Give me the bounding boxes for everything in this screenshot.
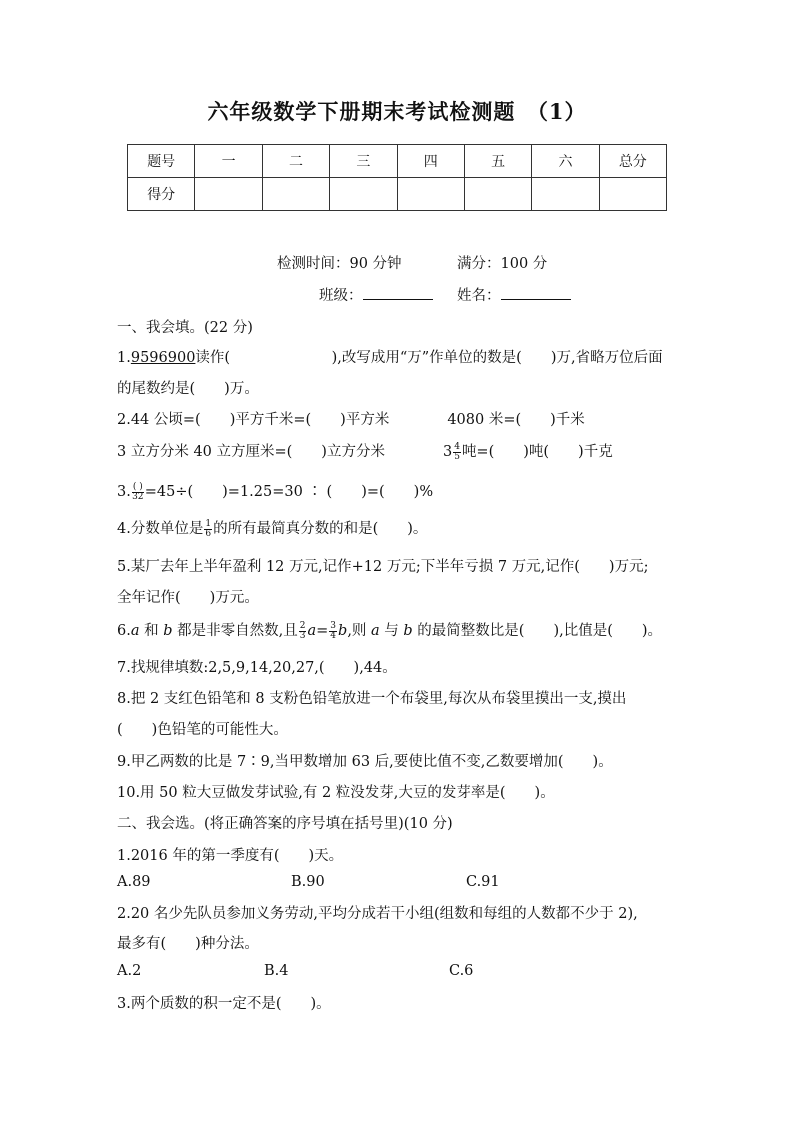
fraction-denominator: 32 [132,491,144,502]
choice-question-2: 2.20 名少先队员参加义务劳动,平均分成若干小组(组数和每组的人数都不少于 2), [117,906,638,922]
full-score: 满分：100 分 [457,256,548,272]
class-field[interactable] [319,284,433,305]
name-blank[interactable] [501,285,571,300]
option-b[interactable]: B.4 [264,963,289,979]
page-title: 六年级数学下册期末考试检测题 （1） [207,99,587,124]
q6-text: 的最简整数比是( ),比值是( )。 [412,623,663,639]
q4-text: 4.分数单位是 [117,521,204,537]
q6-text: 6. [117,623,131,639]
fraction-denominator: 3 [299,630,306,641]
q6-text: ,则 [347,623,372,639]
q3b-text: =45÷( )=1.25=30 ∶ ( )=( )% [144,484,434,500]
table-header-cell: 五 [464,145,531,178]
table-header-cell: 三 [330,145,397,178]
fraction-numerator: 2 [299,620,306,631]
question-1-cont: 的尾数约是( )万。 [117,381,259,397]
fraction [204,520,212,539]
question-5: 5.某厂去年上半年盈利 12 万元,记作+12 万元;下半年亏损 7 万元,记作( )万元; [117,559,649,575]
question-6 [117,619,662,641]
q6-text: 都是非零自然数,且 [172,623,298,639]
table-header-cell: 六 [532,145,599,178]
variable: a [307,623,317,639]
fraction-numerator: 1 [205,518,212,529]
score-cell[interactable] [464,178,531,211]
table-header-cell: 总分 [599,145,666,178]
option-a[interactable]: A.2 [117,963,142,979]
q6-text: 与 [379,623,404,639]
question-3 [117,440,613,462]
score-cell[interactable] [599,178,666,211]
fraction [329,622,337,641]
score-cell[interactable] [195,178,262,211]
question-5-cont: 全年记作( )万元。 [117,590,259,606]
fraction [453,443,461,462]
score-cell[interactable] [532,178,599,211]
score-cell[interactable] [262,178,329,211]
section-1-heading: 一、我会填。(22 分) [117,320,253,336]
variable: a [371,623,380,639]
option-c[interactable]: C.6 [449,963,474,979]
name-label: 姓名： [457,288,501,304]
variable: b [163,623,173,639]
variable: b [403,623,413,639]
name-field[interactable] [457,284,571,305]
option-c[interactable]: C.91 [466,874,500,890]
score-table [127,144,667,211]
exam-time: 检测时间：90 分钟 [277,256,402,272]
table-row [128,178,667,211]
score-cell[interactable] [330,178,397,211]
question-3b [117,480,433,502]
class-blank[interactable] [363,285,433,300]
q3b-prefix: 3. [117,484,131,500]
fraction-numerator: 4 [454,441,460,452]
fraction-numerator: ( ) [132,481,143,492]
q6-text: 和 [139,623,164,639]
table-header-cell: 四 [397,145,464,178]
q1-text: 读作( ),改写成用“万”作单位的数是( )万,省略万位后面 [195,350,663,366]
q3-text: 3 立方分米 40 立方厘米=( )立方分米 3 [117,444,453,460]
question-1 [117,346,663,367]
fraction-numerator: 3 [330,620,337,631]
fraction-denominator: 5 [454,451,460,462]
question-4 [117,517,427,539]
q4-text-end: 的所有最简真分数的和是( )。 [213,521,428,537]
question-9: 9.甲乙两数的比是 7∶9,当甲数增加 63 后,要使比值不变,乙数要增加( )。 [117,754,613,770]
q1-prefix: 1. [117,350,131,366]
fraction [132,483,144,502]
question-7: 7.找规律填数:2,5,9,14,20,27,( ),44。 [117,660,397,676]
choice-question-1: 1.2016 年的第一季度有( )天。 [117,848,344,864]
fraction-denominator: 6 [205,528,212,539]
section-2-heading: 二、我会选。(将正确答案的序号填在括号里)(10 分) [117,816,453,832]
table-header-cell: 一 [195,145,262,178]
option-a[interactable]: A.89 [117,874,151,890]
q6-text: = [316,623,329,639]
choice-question-2-cont: 最多有( )种分法。 [117,936,259,952]
table-header-cell: 题号 [128,145,195,178]
question-2: 2.44 公顷=( )平方千米=( )平方米 4080 米=( )千米 [117,412,585,428]
class-label: 班级： [319,288,363,304]
fraction [299,622,307,641]
question-8: 8.把 2 支红色铅笔和 8 支粉色铅笔放进一个布袋里,每次从布袋里摸出一支,摸出 [117,691,627,707]
question-10: 10.用 50 粒大豆做发芽试验,有 2 粒没发芽,大豆的发芽率是( )。 [117,785,555,801]
q1-number: 9596900 [130,350,196,366]
score-row-label: 得分 [128,178,195,211]
choice-question-3: 3.两个质数的积一定不是( )。 [117,996,331,1012]
q3-text-end: 吨=( )吨( )千克 [461,444,613,460]
table-row [128,145,667,178]
score-cell[interactable] [397,178,464,211]
question-8-cont: ( )色铅笔的可能性大。 [117,722,288,738]
fraction-denominator: 4 [330,630,337,641]
option-b[interactable]: B.90 [291,874,325,890]
variable: a [130,623,140,639]
variable: b [338,623,348,639]
table-header-cell: 二 [262,145,329,178]
